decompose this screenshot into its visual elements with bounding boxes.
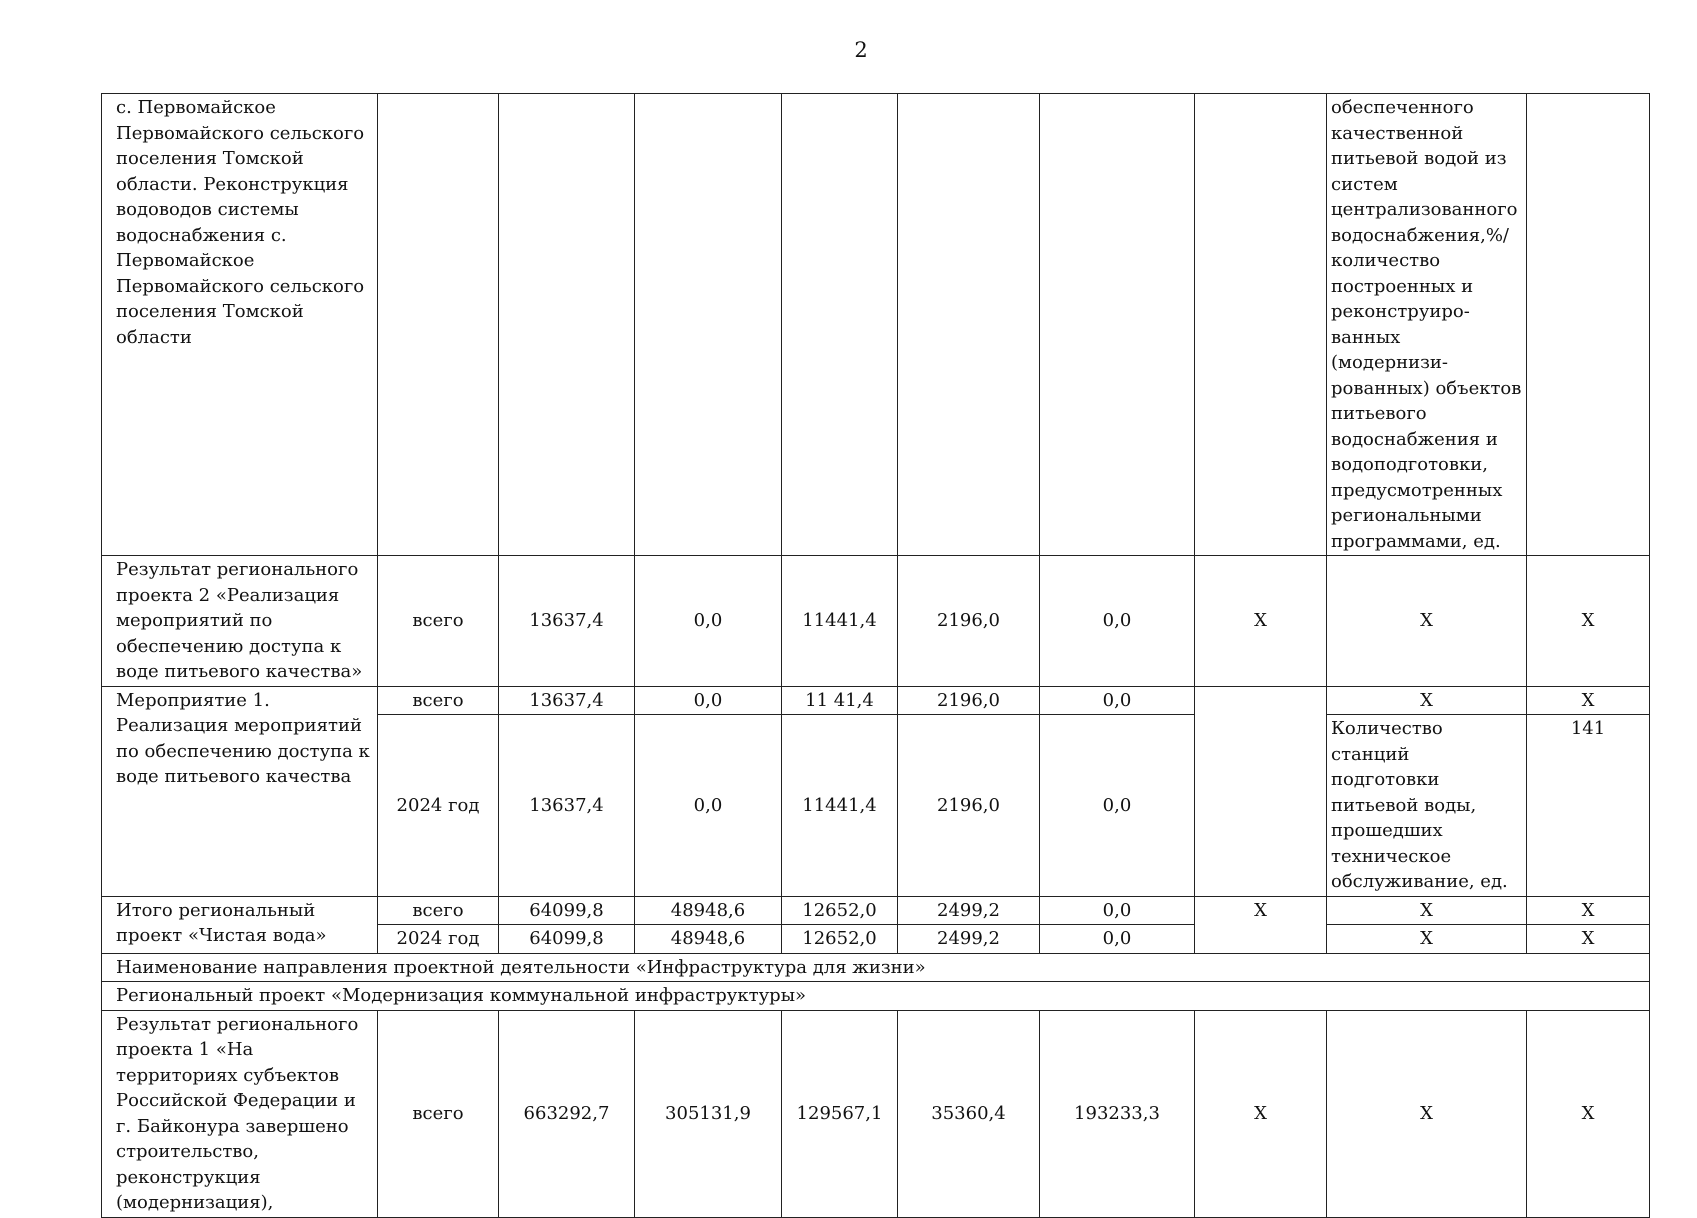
indicator-cell: Количество станций подготовки питьевой воды, прошедших техническое обслуживание, ед.: [1327, 715, 1527, 897]
value-cell: 64099,8: [499, 925, 635, 954]
indicator-value-cell: X: [1527, 925, 1650, 954]
value-cell: 0,0: [1040, 715, 1195, 897]
period-cell: всего: [378, 896, 499, 925]
table-row: [102, 982, 1650, 1011]
value-cell: 48948,6: [635, 925, 782, 954]
event-name-cell: Мероприятие 1. Реализация мероприятий по обеспечению доступа к воде питьевого качества: [102, 686, 378, 896]
period-cell: всего: [378, 1010, 499, 1217]
indicator-value-cell: X: [1527, 556, 1650, 687]
value-cell: 2196,0: [898, 686, 1040, 715]
indicator-cell: X: [1327, 686, 1527, 715]
table-row: [102, 94, 1650, 556]
event-name-cell: Результат регионального проекта 1 «На территориях субъектов Российской Федерации и г. Байконура завершено строительство, реконструкция (модернизация),: [102, 1010, 378, 1217]
value-cell: 35360,4: [898, 1010, 1040, 1217]
value-cell: 0,0: [1040, 925, 1195, 954]
indicator-cell: X: [1327, 556, 1527, 687]
table-row: [102, 556, 1650, 687]
program-table: [101, 93, 1650, 1218]
regional-project-heading: Региональный проект «Модернизация коммунальной инфраструктуры»: [102, 982, 1650, 1011]
value-cell: 12652,0: [782, 896, 898, 925]
indicator-cell: обеспеченного качественной питьевой водой из систем централизованного водоснабжения,%/ количество построенных и реконструиро-ванных (модернизи-рованных) объектов питьевого водоснабжения и водоподготовки, предусмотренных региональными программами, ед.: [1327, 94, 1527, 556]
value-cell: 0,0: [635, 715, 782, 897]
indicator-cell: X: [1327, 1010, 1527, 1217]
marker-cell: [1195, 686, 1327, 896]
indicator-value-cell: X: [1527, 896, 1650, 925]
value-cell: 193233,3: [1040, 1010, 1195, 1217]
value-cell: 2196,0: [898, 715, 1040, 897]
table-row: [102, 686, 1650, 715]
marker-cell: X: [1195, 556, 1327, 687]
indicator-value-cell: X: [1527, 1010, 1650, 1217]
section-direction-heading: Наименование направления проектной деятельности «Инфраструктура для жизни»: [102, 953, 1650, 982]
value-cell: 13637,4: [499, 715, 635, 897]
value-cell: [1040, 94, 1195, 556]
value-cell: 0,0: [1040, 896, 1195, 925]
value-cell: [782, 94, 898, 556]
value-cell: 2499,2: [898, 925, 1040, 954]
period-cell: всего: [378, 686, 499, 715]
value-cell: 12652,0: [782, 925, 898, 954]
period-cell: [378, 94, 499, 556]
marker-cell: X: [1195, 896, 1327, 953]
value-cell: 663292,7: [499, 1010, 635, 1217]
period-cell: 2024 год: [378, 715, 499, 897]
event-name-cell: Итого региональный проект «Чистая вода»: [102, 896, 378, 953]
indicator-cell: X: [1327, 896, 1527, 925]
value-cell: 64099,8: [499, 896, 635, 925]
event-name-cell: с. Первомайское Первомайского сельского поселения Томской области. Реконструкция водоводов системы водоснабжения с. Первомайское Первомайского сельского поселения Томской области: [102, 94, 378, 556]
value-cell: 2196,0: [898, 556, 1040, 687]
marker-cell: [1195, 94, 1327, 556]
period-cell: всего: [378, 556, 499, 687]
table-row: [102, 1010, 1650, 1217]
indicator-value-cell: 141: [1527, 715, 1650, 897]
value-cell: 13637,4: [499, 686, 635, 715]
value-cell: [499, 94, 635, 556]
value-cell: 0,0: [1040, 686, 1195, 715]
value-cell: 11441,4: [782, 715, 898, 897]
table-row: [102, 896, 1650, 925]
value-cell: 11 41,4: [782, 686, 898, 715]
indicator-value-cell: X: [1527, 686, 1650, 715]
table-row: [102, 953, 1650, 982]
value-cell: 11441,4: [782, 556, 898, 687]
event-name-cell: Результат регионального проекта 2 «Реализация мероприятий по обеспечению доступа к воде питьевого качества»: [102, 556, 378, 687]
value-cell: 129567,1: [782, 1010, 898, 1217]
value-cell: [635, 94, 782, 556]
value-cell: 0,0: [635, 556, 782, 687]
value-cell: 48948,6: [635, 896, 782, 925]
value-cell: 2499,2: [898, 896, 1040, 925]
value-cell: [898, 94, 1040, 556]
indicator-value-cell: [1527, 94, 1650, 556]
period-cell: 2024 год: [378, 925, 499, 954]
value-cell: 0,0: [1040, 556, 1195, 687]
marker-cell: X: [1195, 1010, 1327, 1217]
value-cell: 305131,9: [635, 1010, 782, 1217]
page-number: 2: [854, 38, 868, 62]
indicator-cell: X: [1327, 925, 1527, 954]
value-cell: 0,0: [635, 686, 782, 715]
value-cell: 13637,4: [499, 556, 635, 687]
